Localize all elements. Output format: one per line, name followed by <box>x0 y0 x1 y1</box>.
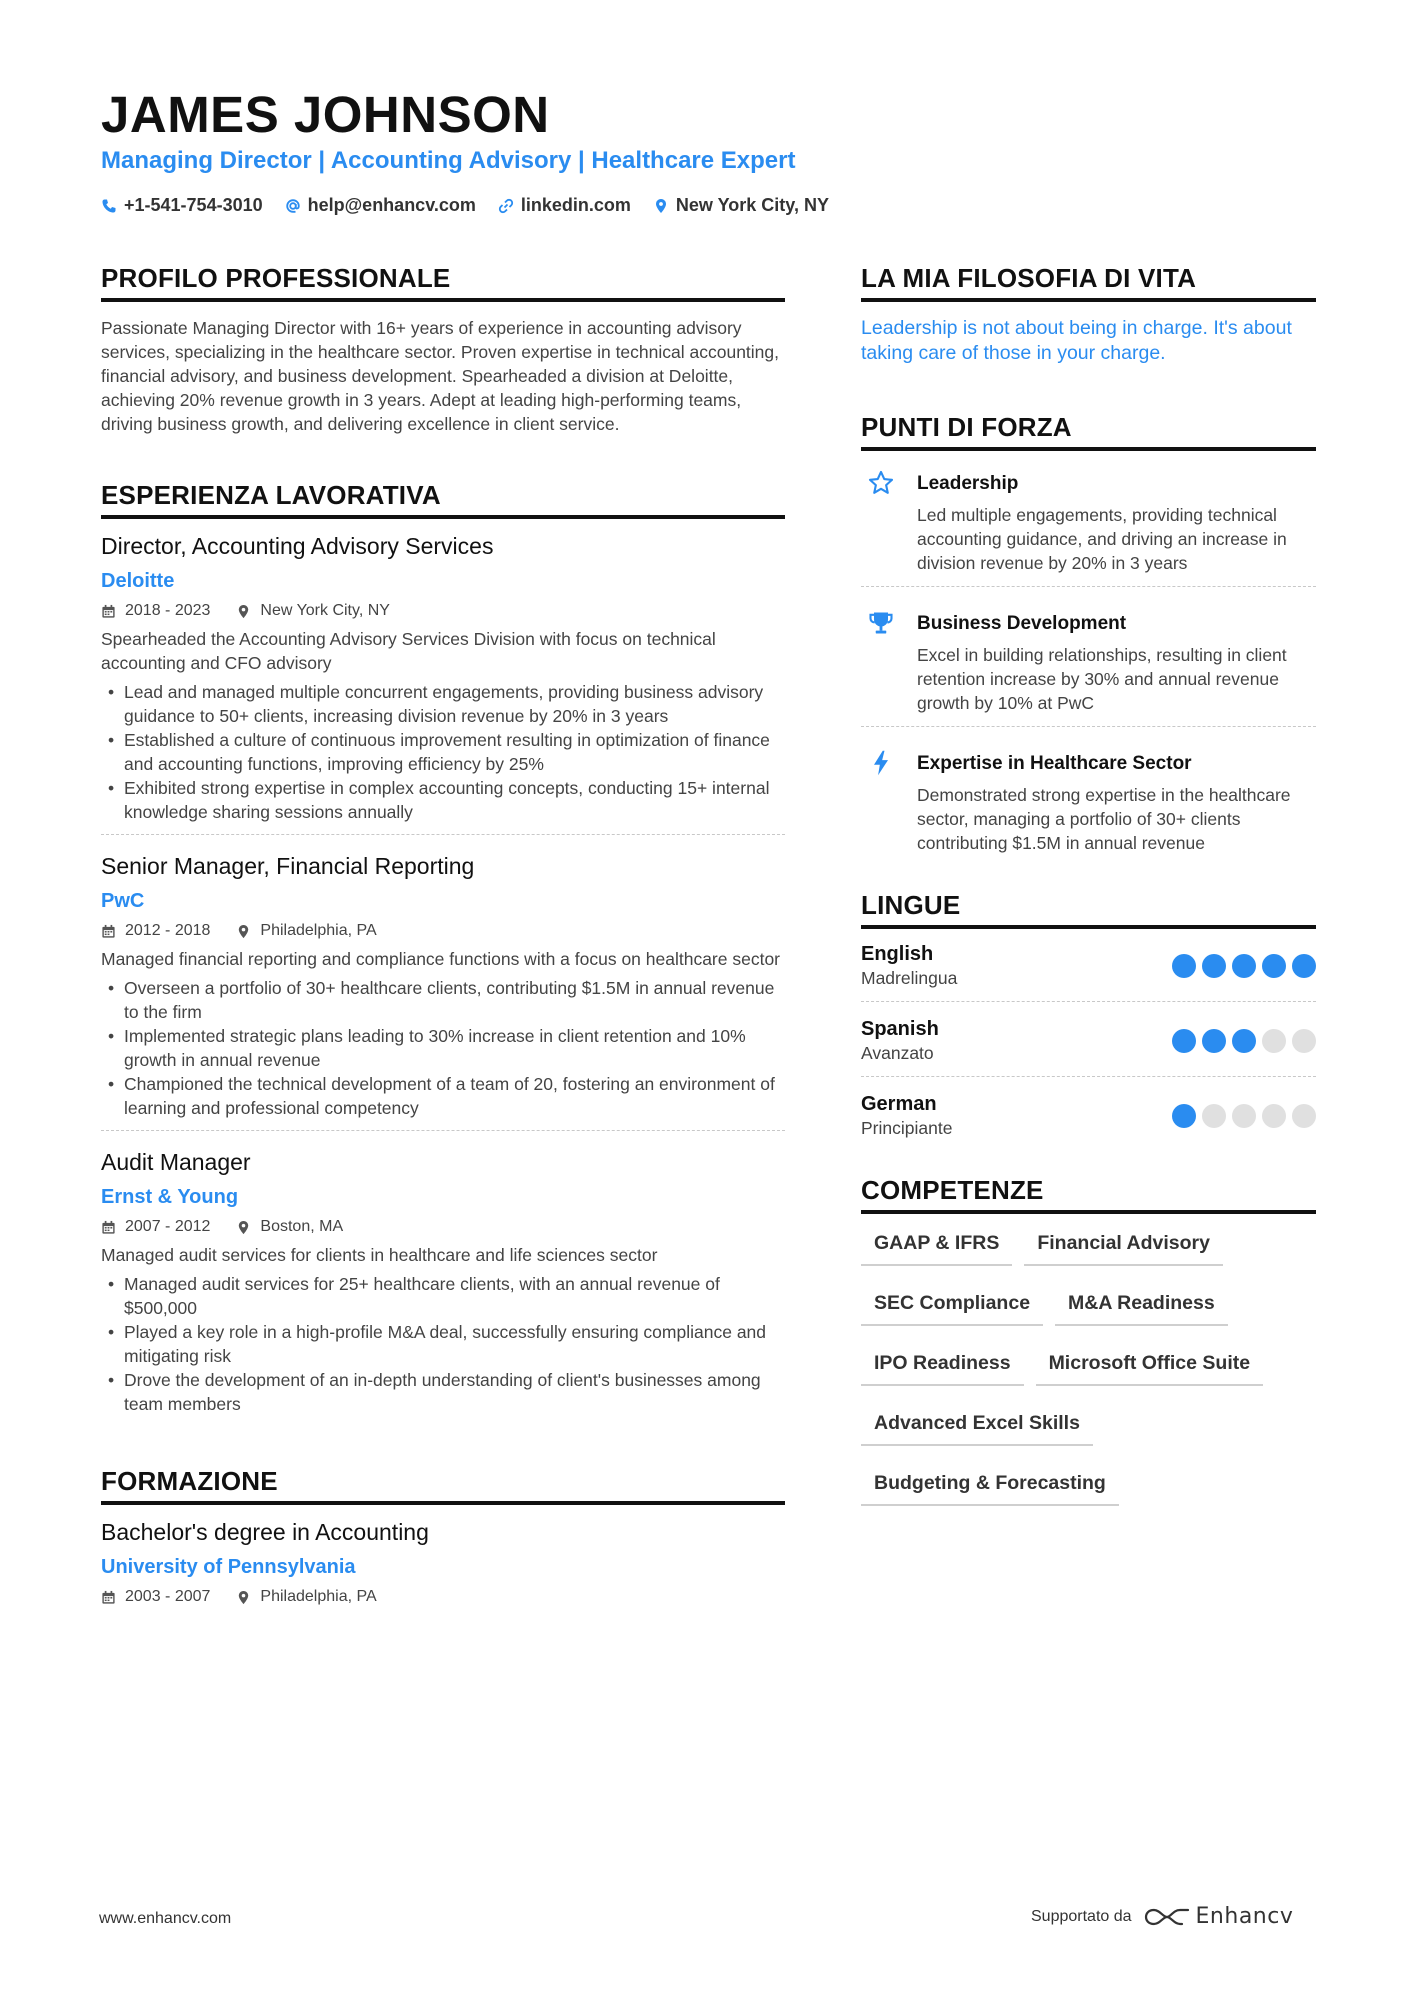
contact-location-text: New York City, NY <box>675 195 829 215</box>
skills-list <box>861 1228 1316 1506</box>
skill-tag: Microsoft Office Suite <box>1036 1348 1264 1386</box>
job-location <box>236 602 390 620</box>
trophy-icon <box>867 609 895 637</box>
job-title: Director, Accounting Advisory Services <box>101 533 494 559</box>
job-title: Audit Manager <box>101 1149 251 1175</box>
contact-email-text: help@enhancv.com <box>307 195 476 215</box>
rating-dot-empty <box>1262 1029 1286 1053</box>
job-description: Spearheaded the Accounting Advisory Services Division with focus on technical accounting and CFO advisory <box>101 629 716 673</box>
rating-dot-filled <box>1172 1029 1196 1053</box>
language-name: Spanish <box>861 1018 939 1040</box>
skills-section <box>861 1175 1316 1506</box>
location-icon <box>653 198 669 214</box>
job-meta <box>101 602 785 620</box>
philosophy-quote: Leadership is not about being in charge. It's about taking care of those in your charge. <box>861 317 1292 364</box>
calendar-icon <box>101 924 116 939</box>
education-school: University of Pennsylvania <box>101 1556 356 1578</box>
rating-dot-filled <box>1232 954 1256 978</box>
languages-section <box>861 890 1316 1151</box>
job-bullet: • Lead and managed multiple concurrent engagements, providing business advisory guidance to 50+ clients, increasing division revenue by 20% in 3 years <box>101 680 785 728</box>
contact-email[interactable] <box>285 195 476 216</box>
strength-description: Excel in building relationships, resulting in client retention increase by 30% and annual revenue growth by 10% at PwC <box>917 645 1287 713</box>
summary-title: PROFILO PROFESSIONALE <box>101 263 785 302</box>
skill-tag: SEC Compliance <box>861 1288 1043 1326</box>
language-level: Madrelingua <box>861 968 958 988</box>
language-item <box>861 943 1316 1002</box>
education-meta <box>101 1588 785 1606</box>
enhancv-logo-icon <box>1144 1906 1190 1928</box>
language-item <box>861 1093 1316 1151</box>
star-icon <box>867 469 895 497</box>
job-entry <box>101 853 785 1131</box>
location-icon <box>236 604 251 619</box>
contact-bar <box>101 195 829 216</box>
job-bullet: • Exhibited strong expertise in complex accounting concepts, conducting 15+ internal knowledge sharing sessions annually <box>101 776 785 824</box>
job-company: Deloitte <box>101 570 175 592</box>
skill-tag: Budgeting & Forecasting <box>861 1468 1119 1506</box>
job-bullet: • Played a key role in a high-profile M&A deal, successfully ensuring compliance and mitigating risk <box>101 1320 785 1368</box>
rating-dot-filled <box>1172 1104 1196 1128</box>
rating-dot-filled <box>1202 954 1226 978</box>
enhancv-logo[interactable] <box>1144 1904 1294 1929</box>
job-company: Ernst & Young <box>101 1186 239 1208</box>
location-icon <box>236 1220 251 1235</box>
job-company: PwC <box>101 890 145 912</box>
skill-tag: Advanced Excel Skills <box>861 1408 1093 1446</box>
link-icon <box>498 198 514 214</box>
education-degree: Bachelor's degree in Accounting <box>101 1519 429 1545</box>
experience-title: ESPERIENZA LAVORATIVA <box>101 480 785 519</box>
language-name: English <box>861 943 934 965</box>
candidate-headline: Managing Director | Accounting Advisory | Healthcare Expert <box>101 147 796 174</box>
job-meta <box>101 1218 785 1236</box>
contact-phone-text: +1-541-754-3010 <box>124 195 263 215</box>
strength-item <box>861 605 1316 727</box>
job-description: Managed audit services for clients in healthcare and life sciences sector <box>101 1245 658 1265</box>
languages-title: LINGUE <box>861 890 1316 929</box>
job-location <box>236 922 376 940</box>
footer-branding <box>1031 1904 1293 1929</box>
job-title: Senior Manager, Financial Reporting <box>101 853 475 879</box>
job-dates-text: 2007 - 2012 <box>125 1218 211 1235</box>
candidate-name: JAMES JOHNSON <box>101 86 550 143</box>
skill-tag: GAAP & IFRS <box>861 1228 1012 1266</box>
calendar-icon <box>101 1220 116 1235</box>
job-dates <box>101 602 210 620</box>
job-bullets <box>101 976 785 1120</box>
language-name: German <box>861 1093 937 1115</box>
summary-text: Passionate Managing Director with 16+ years of experience in accounting advisory services, specializing in the healthcare sector. Proven expertise in technical accounting, financial advisory, and business development. Spearheaded a division at Deloitte, achieving 20% revenue growth in 3 years. Adept at leading high-performing teams, driving business growth, and delivering excellence in client service. <box>101 318 780 434</box>
strength-title: Expertise in Healthcare Sector <box>917 753 1192 774</box>
rating-dot-filled <box>1232 1029 1256 1053</box>
job-bullet: • Established a culture of continuous improvement resulting in optimization of finance and accounting functions, improving efficiency by 25% <box>101 728 785 776</box>
powered-by-label: Supportato da <box>1031 1907 1132 1925</box>
job-bullet: • Managed audit services for 25+ healthcare clients, with an annual revenue of $500,000 <box>101 1272 785 1320</box>
job-dates <box>101 922 210 940</box>
rating-dot-empty <box>1292 1029 1316 1053</box>
education-location-text: Philadelphia, PA <box>260 1588 377 1605</box>
calendar-icon <box>101 604 116 619</box>
footer-website[interactable]: www.enhancv.com <box>99 1910 232 1927</box>
strength-title: Business Development <box>917 613 1127 634</box>
job-dates-text: 2012 - 2018 <box>125 922 211 939</box>
skills-title: COMPETENZE <box>861 1175 1316 1214</box>
rating-dot-filled <box>1202 1029 1226 1053</box>
strength-title: Leadership <box>917 473 1019 494</box>
job-entry <box>101 533 785 835</box>
language-level: Principiante <box>861 1118 953 1138</box>
strengths-section <box>861 412 1316 866</box>
job-bullet: • Implemented strategic plans leading to 30% increase in client retention and 10% growth in annual revenue <box>101 1024 785 1072</box>
job-location-text: Philadelphia, PA <box>260 922 377 939</box>
job-location-text: New York City, NY <box>260 602 390 619</box>
job-location <box>236 1218 343 1236</box>
job-bullets <box>101 1272 785 1416</box>
job-bullet: • Drove the development of an in-depth understanding of client's businesses among team members <box>101 1368 785 1416</box>
job-dates <box>101 1218 210 1236</box>
skill-tag: IPO Readiness <box>861 1348 1024 1386</box>
strength-item <box>861 745 1316 866</box>
experience-section <box>101 480 785 1426</box>
education-location <box>236 1588 376 1606</box>
job-bullets <box>101 680 785 824</box>
language-rating <box>1172 1029 1316 1053</box>
rating-dot-empty <box>1262 1104 1286 1128</box>
right-column <box>861 263 1316 1506</box>
language-item <box>861 1018 1316 1077</box>
left-column <box>101 263 785 1613</box>
summary-section <box>101 263 785 436</box>
language-rating <box>1172 954 1316 978</box>
rating-dot-filled <box>1292 954 1316 978</box>
job-meta <box>101 922 785 940</box>
strength-description: Led multiple engagements, providing technical accounting guidance, and driving an increase in division revenue by 20% in 3 years <box>917 505 1287 573</box>
at-icon <box>285 198 301 214</box>
job-bullet: • Overseen a portfolio of 30+ healthcare clients, contributing $1.5M in annual revenue to the firm <box>101 976 785 1024</box>
contact-phone[interactable] <box>101 195 263 216</box>
education-dates <box>101 1588 210 1606</box>
philosophy-section <box>861 263 1316 366</box>
strengths-title: PUNTI DI FORZA <box>861 412 1316 451</box>
rating-dot-empty <box>1202 1104 1226 1128</box>
strength-item <box>861 465 1316 587</box>
bolt-icon <box>867 749 895 777</box>
contact-location <box>653 195 829 216</box>
rating-dot-filled <box>1172 954 1196 978</box>
skill-tag: M&A Readiness <box>1055 1288 1228 1326</box>
education-section <box>101 1466 785 1606</box>
contact-linkedin[interactable] <box>498 195 631 216</box>
philosophy-title: LA MIA FILOSOFIA DI VITA <box>861 263 1316 302</box>
contact-linkedin-text: linkedin.com <box>520 195 631 215</box>
education-dates-text: 2003 - 2007 <box>125 1588 211 1605</box>
phone-icon <box>101 198 117 214</box>
job-description: Managed financial reporting and compliance functions with a focus on healthcare sector <box>101 949 781 969</box>
education-title: FORMAZIONE <box>101 1466 785 1505</box>
location-icon <box>236 1590 251 1605</box>
strength-description: Demonstrated strong expertise in the healthcare sector, managing a portfolio of 30+ clients contributing $1.5M in annual revenue <box>917 785 1291 853</box>
job-entry <box>101 1149 785 1426</box>
calendar-icon <box>101 1590 116 1605</box>
enhancv-logo-text: Enhancv <box>1195 1904 1294 1929</box>
rating-dot-filled <box>1262 954 1286 978</box>
job-bullet: • Championed the technical development of a team of 20, fostering an environment of learning and professional competency <box>101 1072 785 1120</box>
skill-tag: Financial Advisory <box>1024 1228 1223 1266</box>
job-location-text: Boston, MA <box>260 1218 344 1235</box>
rating-dot-empty <box>1292 1104 1316 1128</box>
location-icon <box>236 924 251 939</box>
job-dates-text: 2018 - 2023 <box>125 602 211 619</box>
rating-dot-empty <box>1232 1104 1256 1128</box>
language-rating <box>1172 1104 1316 1128</box>
language-level: Avanzato <box>861 1043 934 1063</box>
